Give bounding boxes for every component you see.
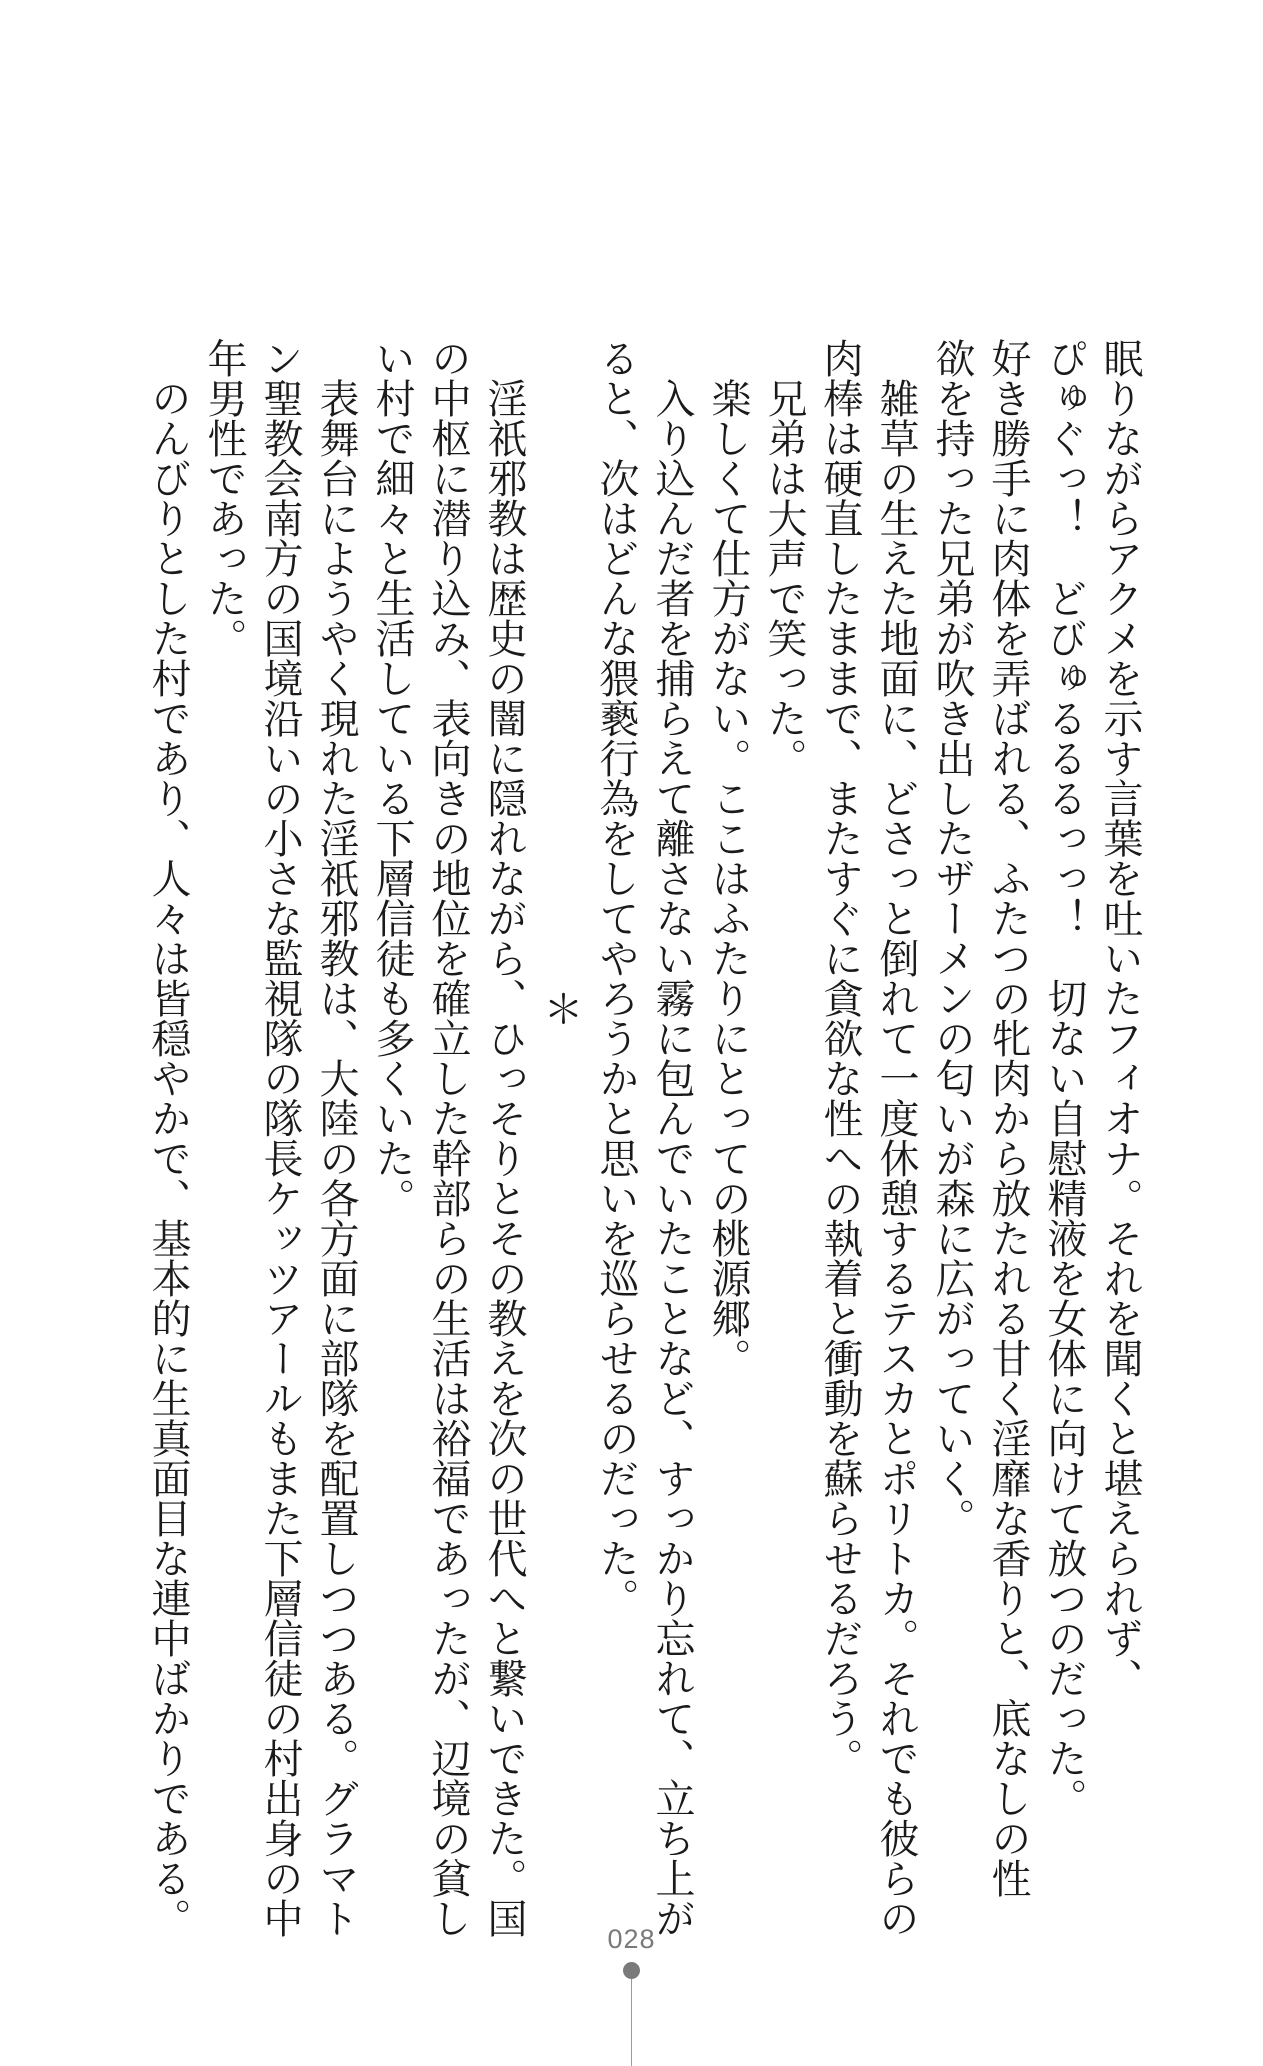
text-line: 表舞台にようやく現れた淫祇邪教は、大陸の各方面に部隊を配置しつつある。グラマト [313,338,359,1938]
page-number: 028 [607,1924,656,1954]
text-line: 眠りながらアクメを示す言葉を吐いたフィオナ。それを聞くと堪えられず、 [1097,338,1143,1698]
text-line: い村で細々と生活している下層信徒も多くいた。 [369,338,415,1218]
body-text [140,338,1148,1938]
section-separator: ＊ [537,988,583,1028]
text-line: のんびりとした村であり、人々は皆穏やかで、基本的に生真面目な連中ばかりである。 [145,338,191,1938]
page-number-rule [631,1976,632,2066]
text-line: ると、次はどんな猥褻行為をしてやろうかと思いを巡らせるのだった。 [593,338,639,1618]
text-line: 肉棒は硬直したままで、またすぐに貪欲な性への執着と衝動を蘇らせるだろう。 [817,338,863,1778]
text-line: 楽しくて仕方がない。ここはふたりにとっての桃源郷。 [705,338,751,1378]
text-line: の中枢に潜り込み、表向きの地位を確立した幹部らの生活は裕福であったが、辺境の貧し [425,338,471,1938]
page-number-dot [623,1962,640,1979]
text-line: 兄弟は大声で笑った。 [761,338,807,778]
text-line: 雑草の生えた地面に、どさっと倒れて一度休憩するテスカとポリトカ。それでも彼らの [873,338,919,1938]
text-line: 欲を持った兄弟が吹き出したザーメンの匂いが森に広がっていく。 [929,338,975,1538]
text-line: 入り込んだ者を捕らえて離さない霧に包んでいたことなど、すっかり忘れて、立ち上が [649,338,695,1938]
text-line: 淫祇邪教は歴史の闇に隠れながら、ひっそりとその教えを次の世代へと繋いできた。国 [481,338,527,1938]
text-line: 好き勝手に肉体を弄ばれる、ふたつの牝肉から放たれる甘く淫靡な香りと、底なしの性 [985,338,1031,1898]
text-line: 年男性であった。 [201,338,247,658]
text-line: ン聖教会南方の国境沿いの小さな監視隊の隊長ケッツアールもまた下層信徒の村出身の中 [257,338,303,1938]
text-line: ぴゅぐっ！ どびゅるるるっっ！ 切ない自慰精液を女体に向けて放つのだった。 [1041,338,1087,1818]
